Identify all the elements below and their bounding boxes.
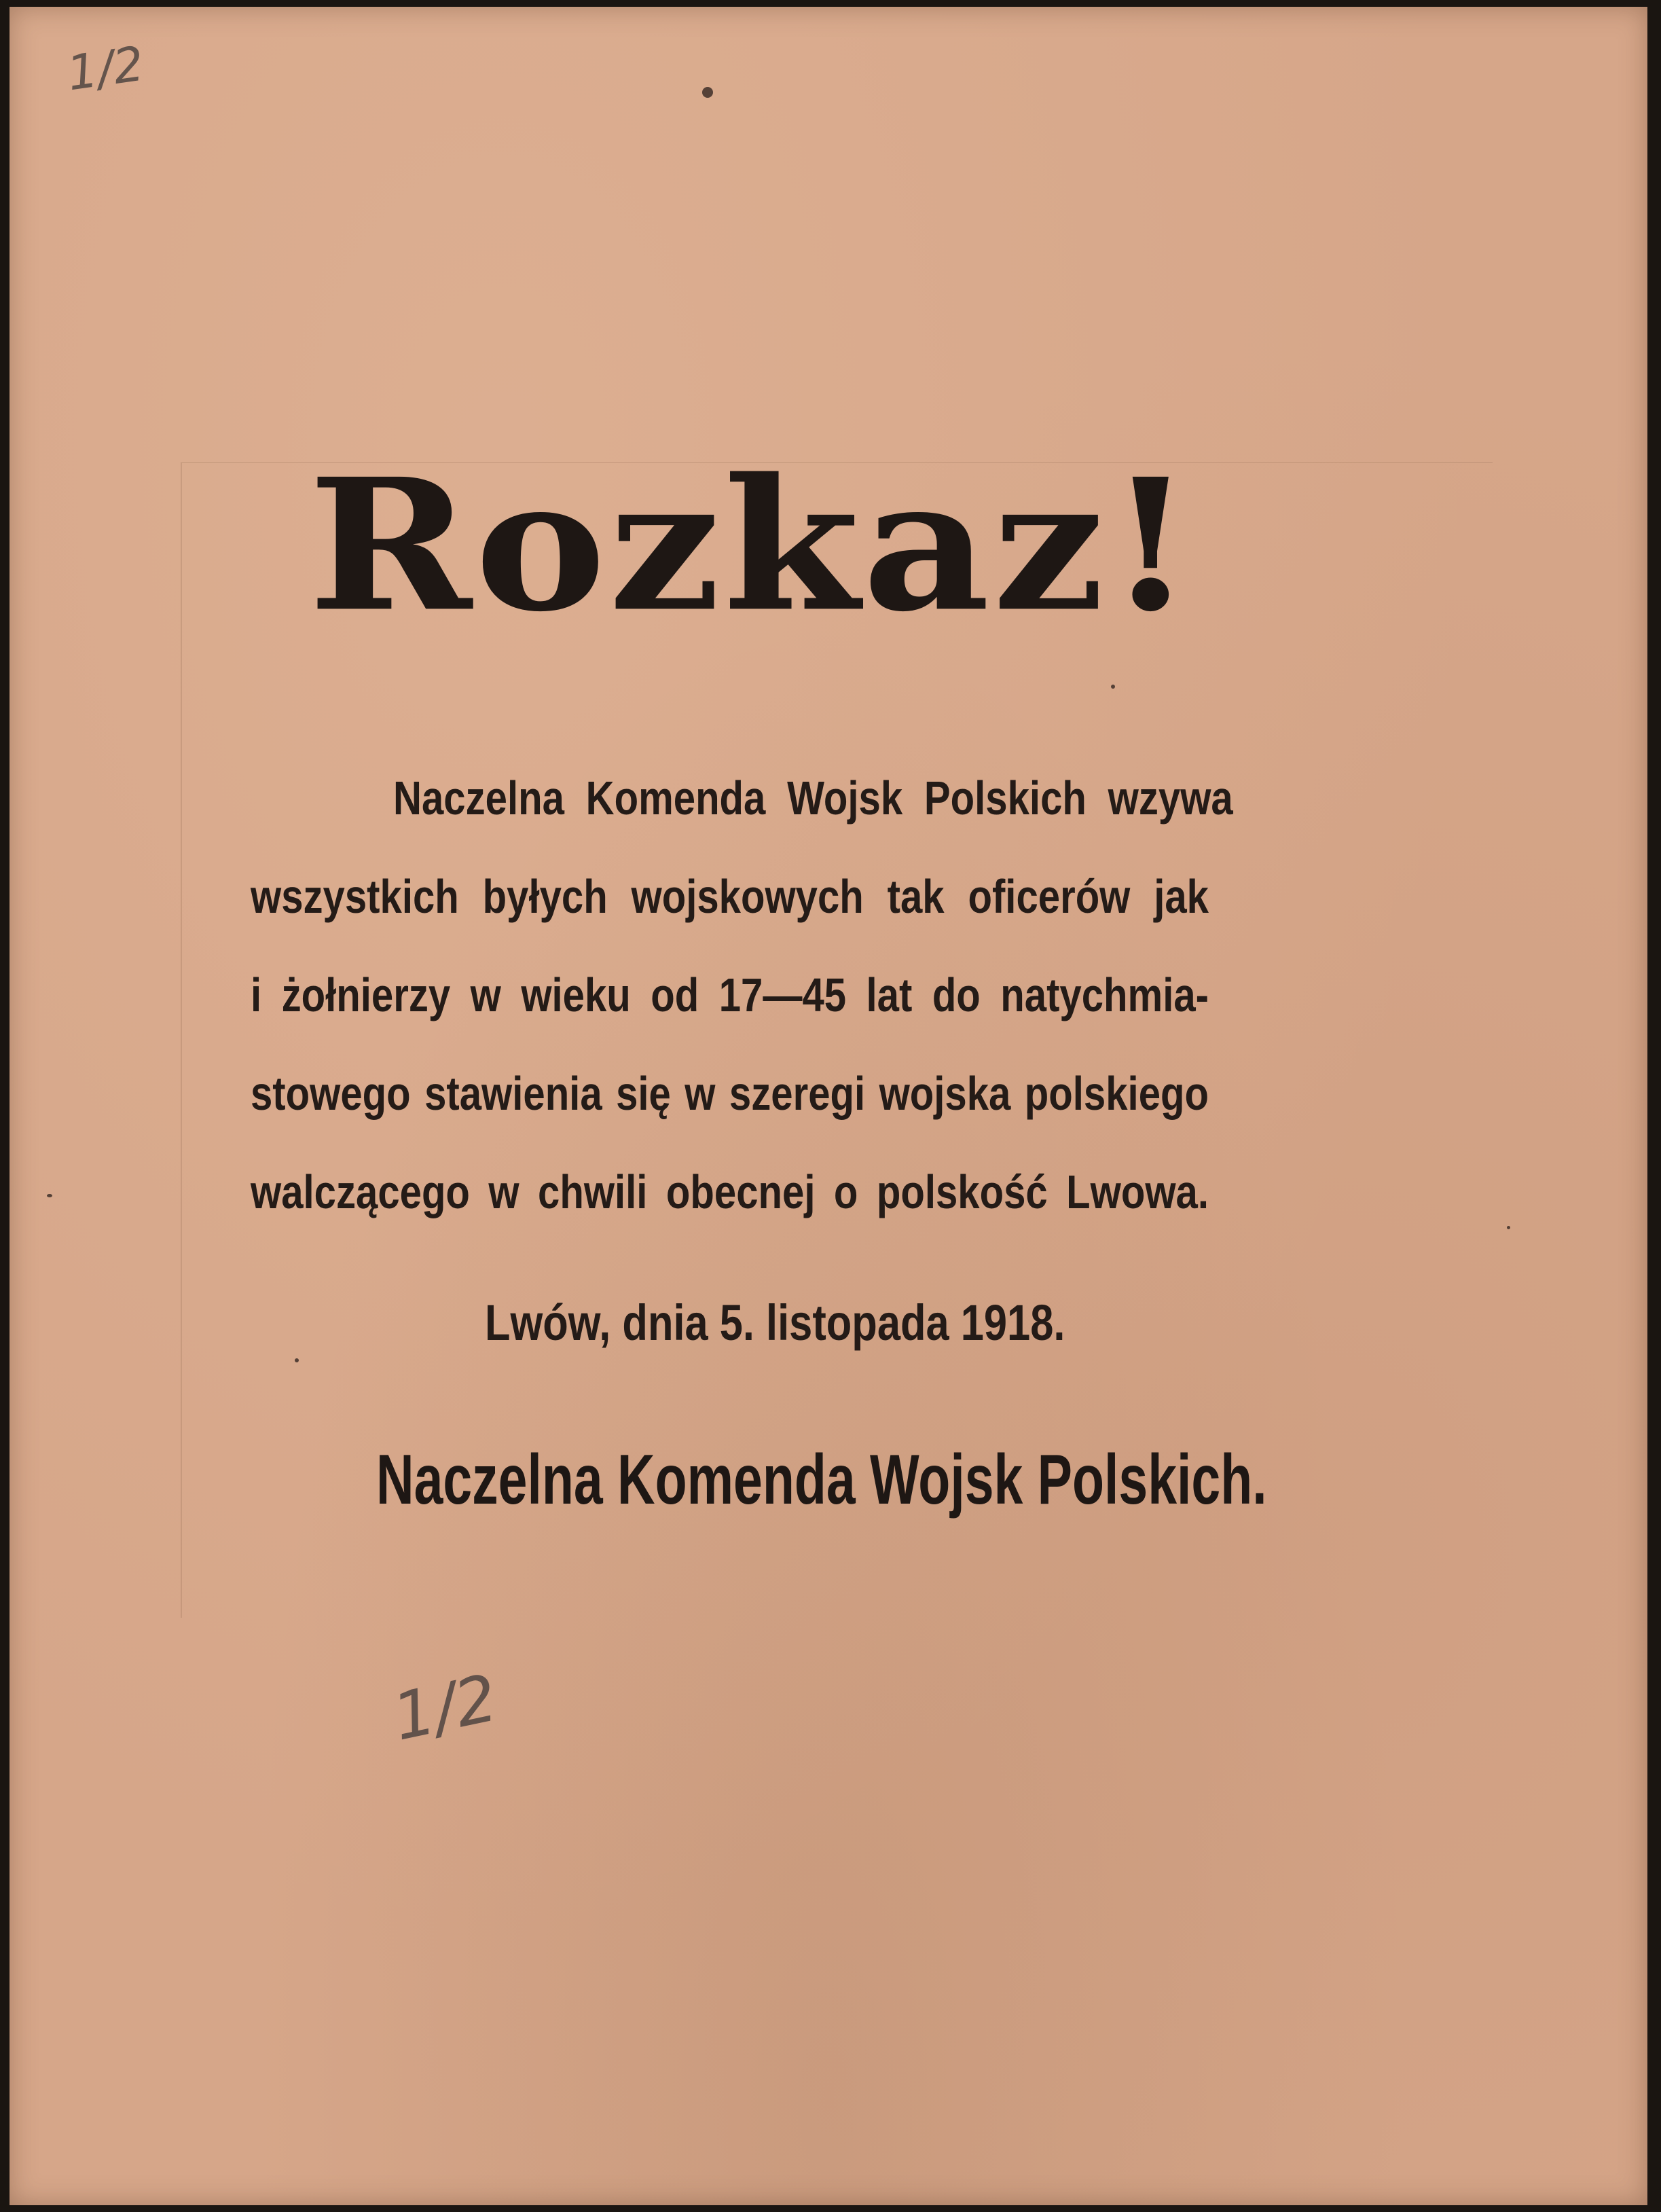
signature-line: Naczelna Komenda Wojsk Polskich. xyxy=(376,1440,1267,1519)
body-line-5-text: walczącego w chwili obecnej o polskość Lwowa. xyxy=(251,1165,1209,1218)
date-line: Lwów, dnia 5. listopada 1918. xyxy=(485,1294,1065,1351)
paper-speck xyxy=(295,1358,299,1362)
body-line-4 xyxy=(251,1067,1209,1120)
paper-speck xyxy=(1111,685,1115,689)
body-line-3 xyxy=(251,968,1209,1021)
body-line-2 xyxy=(251,870,1209,923)
body-line-1 xyxy=(393,774,1233,822)
paper-speck xyxy=(47,1194,52,1197)
pencil-note-middle: 1/2 xyxy=(386,1661,504,1756)
poster-sheet xyxy=(10,7,1647,2205)
body-line-3-text: i żołnierzy w wieku od 17—45 lat do natychmia- xyxy=(251,968,1209,1021)
poster-title: Rozkaz! xyxy=(308,439,1197,652)
paper-speck xyxy=(1507,1226,1510,1229)
body-line-4-text: stowego stawienia się w szeregi wojska polskiego xyxy=(251,1067,1209,1120)
pencil-note-top: 1/2 xyxy=(63,35,147,102)
body-line-2-text: wszystkich byłych wojskowych tak oficerów jak xyxy=(251,870,1209,923)
paper-speck xyxy=(702,87,713,98)
body-line-1-text: Naczelna Komenda Wojsk Polskich wzywa xyxy=(393,772,1233,824)
body-line-5 xyxy=(251,1165,1209,1218)
